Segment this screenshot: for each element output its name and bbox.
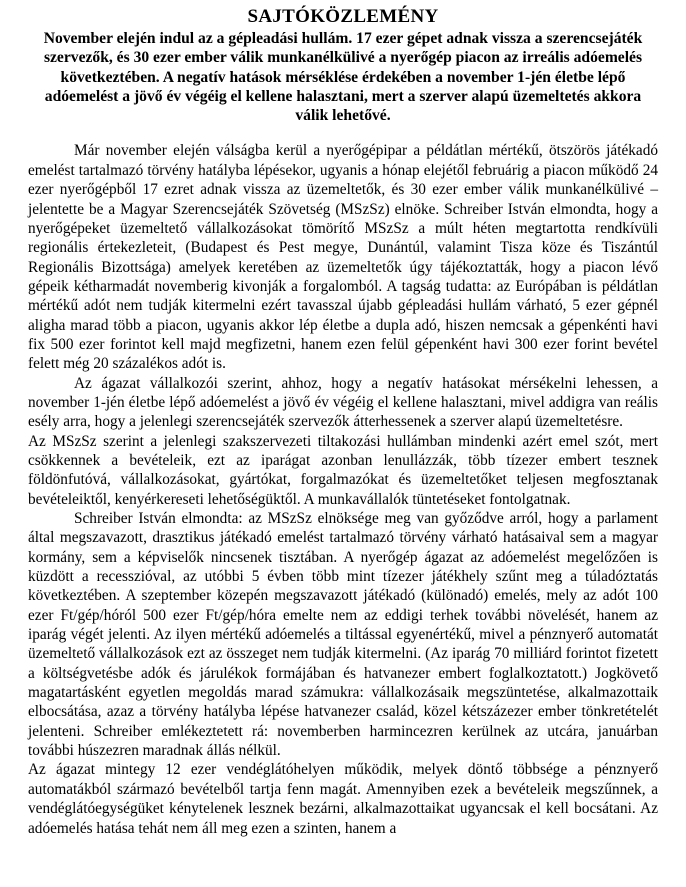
body-paragraph: Az MSzSz szerint a jelenlegi szakszervezeti tiltakozási hullámban mindenki azért emel szót, mert csökkennek a bevételeik, ezt az iparágat azonban lenullázzák, több tízezer embert tesznek földönfutóvá, vállalkozásokat, gyártókat, forgalmazókat és üzemeltetőket teljesen megfosztanak bevételeiktől, kenyérkereseti lehetőségüktől. A munkavállalók tüntetéseket fontolgatnak. [28,432,658,508]
document-title: SAJTÓKÖZLEMÉNY [247,6,439,27]
lead-paragraph: November elején indul az a gépleadási hullám. 17 ezer gépet adnak vissza a szerencsejáték szervezők, és 30 ezer ember válik munkanélkülivé a nyerőgép piacon az irreális adóemelés következtében. A negatív hatások mérséklése érdekében a november 1-jén életbe lépő adóemelést a jövő év végéig el kellene halasztani, mert a szerver alapú üzemeltetés akkora válik lehetővé. [43,30,643,125]
body-paragraph: Már november elején válságba kerül a nyerőgépipar a példátlan mértékű, ötszörös játékadó emelést tartalmazó törvény hatályba lépésekor, ugyanis a hónap elejétől februárig a piacon működő 24 ezer nyerőgépből 17 ezret adnak vissza az üzemeltetők, és 30 ezer ember válik munkanélkülivé – jelentette be a Magyar Szerencsejáték Szövetség (MSzSz) elnöke. Schreiber István elmondta, hogy a nyerőgépeket üzemeltető vállalkozásokat tömörítő MSzSz a múlt héten megtartotta rendkívüli regionális értekezleteit, (Budapest és Pest megye, Dunántúl, valamint Tisza köze és Tiszántúl Regionális Bizottsága) amelyek keretében az üzemeltetők úgy tájékoztatták, hogy a piacon lévő gépeik kétharmadát novemberig kivonják a forgalomból. A tagság tudatta: az Európában is példátlan mértékű adót nem tudják kitermelni ezért tavasszal újabb gépleadási hullám várható, 5 ezer gépnél aligha marad több a piacon, ugyanis akkor lép életbe a dupla adó, hiszen nemcsak a gépenkénti havi fix 500 ezer forintot kell majd megfizetni, hanem ezen felül gépenként havi 300 ezer forint bevétel felett még 20 százalékos adót is. [28,142,658,373]
body-paragraph: Az ágazat mintegy 12 ezer vendéglátóhelyen működik, melyek döntő többsége a pénznyerő automatákból származó bevételből tartja fenn magát. Amennyiben ezek a bevételeik megszűnnek, a vendéglátóegységüket kénytelenek lesznek bezárni, alkalmazottaikat ugyancsak el kell bocsátani. Az adóemelés hatása tehát nem áll meg ezen a szinten, hanem a [28,761,658,837]
body-paragraph: Schreiber István elmondta: az MSzSz elnöksége meg van győződve arról, hogy a parlament által megszavazott, drasztikus játékadó emelést tartalmazó törvény várható hatásaival sem a magyar kormány, sem a képviselők nincsenek tisztában. A nyerőgép ágazat az adóemelést megelőzően is küzdött a recesszióval, az utóbbi 5 évben több mint tízezer játékhely szűnt meg a túladóztatás következtében. A szeptember közepén megszavazott játékadó (különadó) emelés, mely az adót 100 ezer Ft/gép/hóról 500 ezer Ft/gép/hóra emelte nem az eddigi terhek további növelését, hanem az iparág végét jelenti. Az ilyen mértékű adóemelés a tiltással egyenértékű, mivel a pénznyerő automatát üzemeltető vállalkozások ezt az összeget nem tudják kitermelni. (Az iparág 70 milliárd forintot fizetett a költségvetésbe adók és járulékok formájában és hatvanezer embert foglalkoztatott.) Jogkövető magatartásként egyetlen megoldás marad számukra: vállalkozásaik megszüntetése, alkalmazottaik elbocsátása, azaz a törvény hatályba lépése hatvanezer család, közel kétszázezer ember tönkretételét jelenteni. Schreiber emlékeztetett rá: novemberben harmincezren kerülnek az utcára, januárban további húszezren maradnak állás nélkül. [28,510,658,760]
body-paragraph: Az ágazat vállalkozói szerint, ahhoz, hogy a negatív hatásokat mérsékelni lehessen, a november 1-jén életbe lépő adóemelést a jövő év végéig el kellene halasztani, mivel addigra van reális esély arra, hogy a jelenlegi szerencsejáték szervezők átterhessenek a szerver alapú üzemeltetésre. [28,374,658,431]
